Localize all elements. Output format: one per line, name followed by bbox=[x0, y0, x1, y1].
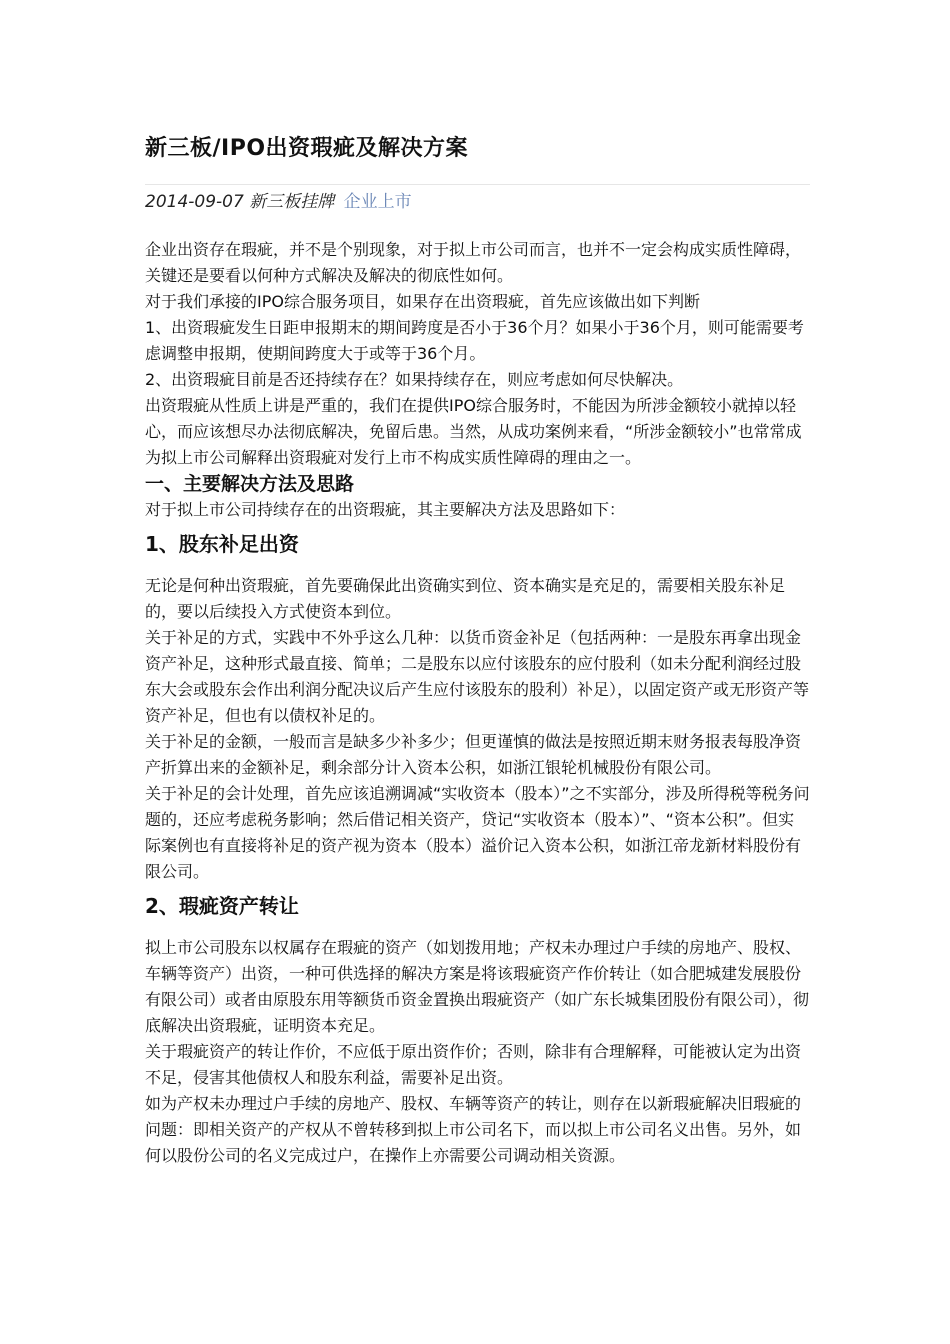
subsection-paragraph: 无论是何种出资瑕疵，首先要确保此出资确实到位、资本确实是充足的，需要相关股东补足的，要以后续投入方式使资本到位。 bbox=[145, 576, 786, 621]
intro-paragraph: 企业出资存在瑕疵，并不是个别现象，对于拟上市公司而言，也并不一定会构成实质性障碍，关键还是要看以何种方式解决及解决的彻底性如何。 bbox=[145, 240, 802, 285]
subsection-paragraph: 关于瑕疵资产的转让作价，不应低于原出资作价；否则，除非有合理解释，可能被认定为出资不足，侵害其他债权人和股东利益，需要补足出资。 bbox=[145, 1042, 802, 1087]
article-page bbox=[145, 132, 810, 1169]
article-body bbox=[145, 237, 810, 1169]
article-meta bbox=[145, 184, 810, 215]
subsection-heading: 2、瑕疵资产转让 bbox=[145, 894, 299, 918]
intro-paragraph: 2、出资瑕疵目前是否还持续存在？如果持续存在，则应考虑如何尽快解决。 bbox=[145, 370, 684, 389]
article-date: 2014-09-07 bbox=[145, 192, 244, 212]
intro-paragraph: 对于我们承接的IPO综合服务项目，如果存在出资瑕疵，首先应该做出如下判断 bbox=[145, 292, 700, 311]
section-heading: 一、主要解决方法及思路 bbox=[145, 473, 355, 495]
subsection-paragraph: 关于补足的金额，一般而言是缺多少补多少；但更谨慎的做法是按照近期末财务报表每股净资产折算出来的金额补足，剩余部分计入资本公积，如浙江银轮机械股份有限公司。 bbox=[145, 732, 802, 777]
subsection-heading: 1、股东补足出资 bbox=[145, 532, 299, 556]
article-author: 新三板挂牌 bbox=[249, 192, 335, 212]
article-category-link[interactable]: 企业上市 bbox=[343, 192, 412, 212]
intro-paragraph: 1、出资瑕疵发生日距申报期末的期间跨度是否小于36个月？如果小于36个月，则可能需要考虑调整申报期，使期间跨度大于或等于36个月。 bbox=[145, 318, 804, 363]
subsection-paragraph: 如为产权未办理过户手续的房地产、股权、车辆等资产的转让，则存在以新瑕疵解决旧瑕疵的问题：即相关资产的产权从不曾转移到拟上市公司名下，而以拟上市公司名义出售。另外，如何以股份公司的名义完成过户，在操作上亦需要公司调动相关资源。 bbox=[145, 1094, 802, 1165]
subsection-paragraph: 关于补足的会计处理，首先应该追溯调减“实收资本（股本）”之不实部分，涉及所得税等税务问题的，还应考虑税务影响；然后借记相关资产，贷记“实收资本（股本）”、“资本公积”。但实际案例也有直接将补足的资产视为资本（股本）溢价记入资本公积，如浙江帝龙新材料股份有限公司。 bbox=[145, 784, 810, 881]
intro-paragraph: 出资瑕疵从性质上讲是严重的，我们在提供IPO综合服务时，不能因为所涉金额较小就掉以轻心，而应该想尽办法彻底解决，免留后患。当然，从成功案例来看，“所涉金额较小”也常常成为拟上市公司解释出资瑕疵对发行上市不构成实质性障碍的理由之一。 bbox=[145, 396, 802, 467]
article-title: 新三板/IPO出资瑕疵及解决方案 bbox=[145, 136, 469, 161]
subsection-paragraph: 拟上市公司股东以权属存在瑕疵的资产（如划拨用地；产权未办理过户手续的房地产、股权、车辆等资产）出资，一种可供选择的解决方案是将该瑕疵资产作价转让（如合肥城建发展股份有限公司）或者由原股东用等额货币资金置换出瑕疵资产（如广东长城集团股份有限公司），彻底解决出资瑕疵，证明资本充足。 bbox=[145, 938, 810, 1035]
subsection-paragraph: 关于补足的方式，实践中不外乎这么几种：以货币资金补足（包括两种：一是股东再拿出现金资产补足，这种形式最直接、简单；二是股东以应付该股东的应付股利（如未分配利润经过股东大会或股东会作出利润分配决议后产生应付该股东的股利）补足），以固定资产或无形资产等资产补足，但也有以债权补足的。 bbox=[145, 628, 810, 725]
section-lead: 对于拟上市公司持续存在的出资瑕疵，其主要解决方法及思路如下： bbox=[145, 500, 626, 519]
